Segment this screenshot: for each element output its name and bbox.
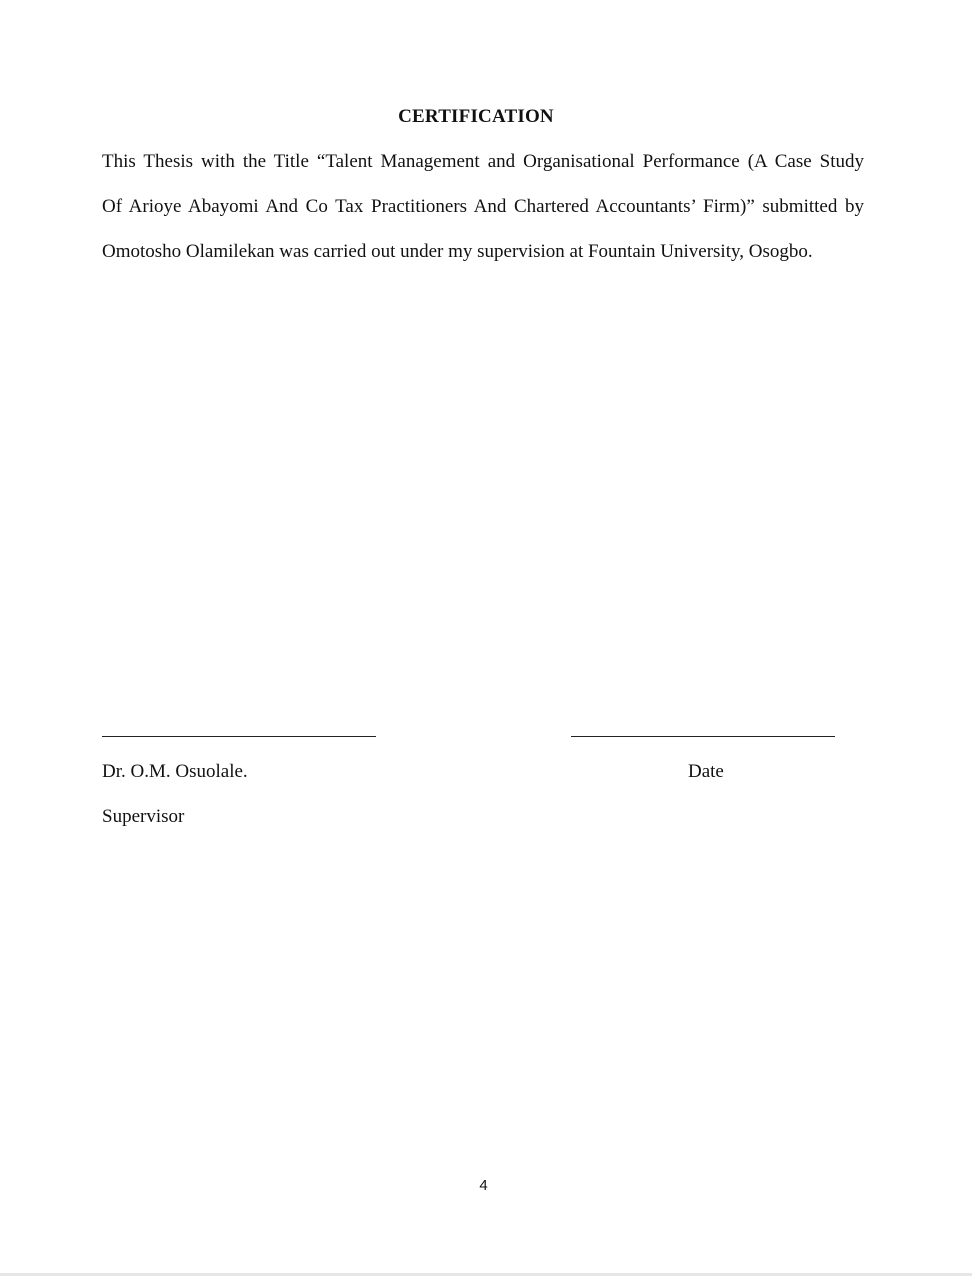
page-title: CERTIFICATION (398, 106, 554, 127)
page-number: 4 (479, 1177, 488, 1194)
body-line-1: This Thesis with the Title “Talent Management and Organisational Performance (A Case Study (102, 151, 864, 172)
supervisor-signature-line (102, 736, 376, 737)
body-line-3: Omotosho Olamilekan was carried out under my supervision at Fountain University, Osogbo. (102, 241, 813, 262)
date-signature-line (571, 736, 835, 737)
supervisor-name: Dr. O.M. Osuolale. (102, 761, 248, 782)
body-line-2: Of Arioye Abayomi And Co Tax Practitioners And Chartered Accountants’ Firm)” submitted by (102, 196, 864, 217)
date-label: Date (688, 761, 724, 782)
supervisor-role: Supervisor (102, 806, 185, 827)
